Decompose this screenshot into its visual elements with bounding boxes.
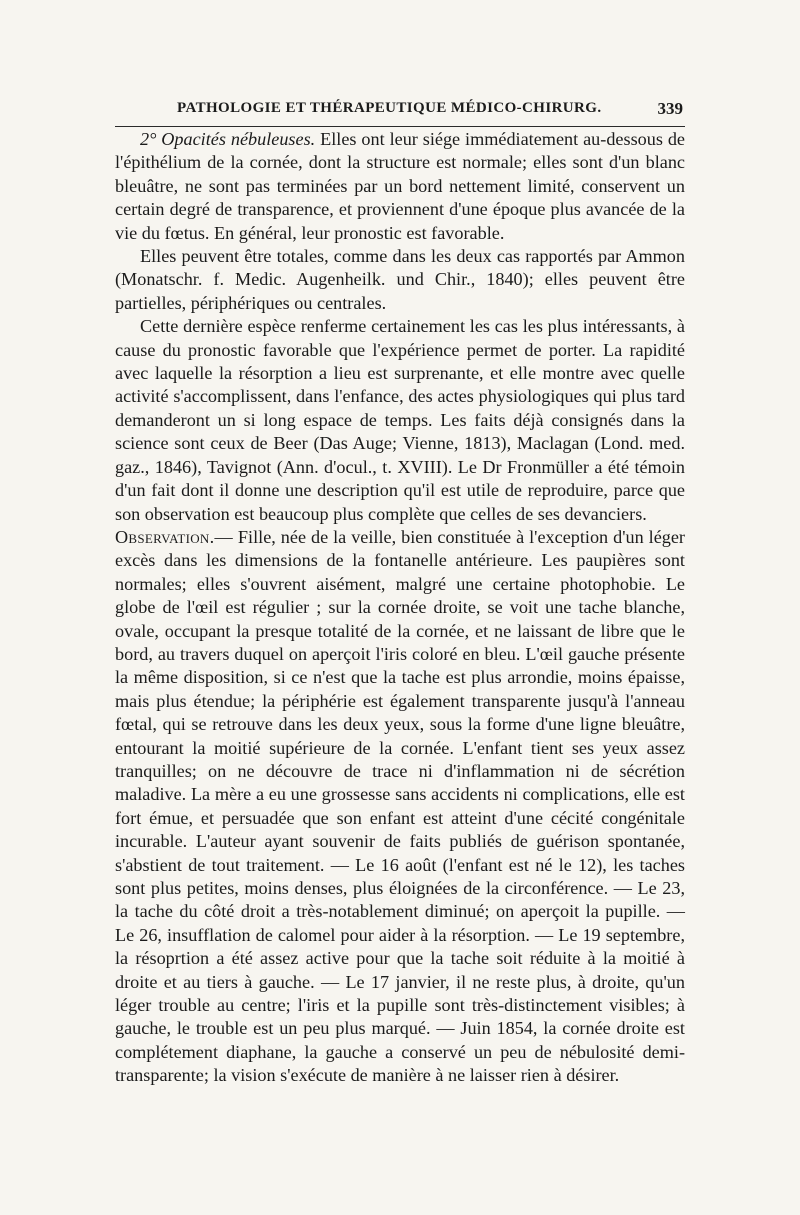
page-number: 339 [657,99,683,118]
paragraph-totales [115,245,685,315]
paragraph-opacites-nebuleuses [115,128,685,245]
page-header [115,98,685,127]
running-head: PATHOLOGIE ET THÉRAPEUTIQUE MÉDICO-CHIRURG. [177,100,602,116]
body-text [115,128,685,1088]
paragraph-text: Fille, née de la veille, bien constituée à l'exception d'un léger excès dans les dimensions de la fontanelle antérieure. Les paupières sont normales; elles s'ouvrent aisément, malgré une certaine photophobie. Le globe de l'œil est régulier ; sur la cornée droite, se voit une tache blanche, ovale, occupant la presque totalité de la cornée, et ne laissant de libre que le bord, au travers duquel on aperçoit l'iris coloré en bleu. L'œil gauche présente la même disposition, si ce n'est que la tache est plus arrondie, moins épaisse, mais plus étendue; la périphérie est également transparente jusqu'à l'anneau fœtal, qui se retrouve dans les deux yeux, sous la forme d'une ligne bleuâtre, entourant la moitié supérieure de la cornée. L'enfant tient ses yeux assez tranquilles; on ne découvre de trace ni d'inflammation ni de sécrétion maladive. La mère a eu une grossesse sans accidents ni complications, elle est fort émue, et persuadée que son enfant est atteint d'une cécité congénitale incurable. L'auteur ayant souvenir de faits publiés de guérison spontanée, s'abstient de tout traitement. — Le 16 août (l'enfant est né le 12), les taches sont plus petites, moins denses, plus éloignées de la circonférence. — Le 23, la tache du côté droit a très-notablement diminué; on aperçoit la pupille. — Le 26, insufflation de calomel pour aider à la résorption. — Le 19 septembre, la résoprtion a été assez active pour que la tache soit réduite à la moitié à droite et au tiers à gauche. — Le 17 janvier, il ne reste plus, à droite, qu'un léger trouble au centre; l'iris et la pupille sont très-distinctement visibles; à gauche, le trouble est un peu plus marqué. — Juin 1854, la cornée droite est complétement diaphane, la gauche a conservé un peu de nébulosité demi-transparente; la vision s'exécute de manière à ne laisser rien à désirer. [115,526,685,1086]
paragraph-observation [115,526,685,1088]
paragraph-centrales [115,315,685,526]
paragraph-text: Elles peuvent être totales, comme dans les deux cas rapportés par Ammon (Monatschr. f. Medic. Augenheilk. und Chir., 1840); elles peuvent être partielles, périphériques ou centrales. [115,246,685,313]
paragraph-lead: Observation.— [115,526,233,547]
paragraph-text: Cette dernière espèce renferme certainement les cas les plus intéressants, à cause du pronostic favorable que l'expérience permet de porter. La rapidité avec laquelle la résorption a lieu est surprenante, et elle montre avec quelle activité s'accomplissent, dans l'enfance, des actes physiologiques qui plus tard demanderont un si long espace de temps. Les faits déjà consignés dans la science sont ceux de Beer (Das Auge; Vienne, 1813), Maclagan (Lond. med. gaz., 1846), Tavignot (Ann. d'ocul., t. XVIII). Le Dr Fronmüller a été témoin d'un fait dont il donne une description qu'il est utile de reproduire, parce que son observation est beaucoup plus complète que celles de ses devanciers. [115,316,685,524]
paragraph-lead: 2° Opacités nébuleuses. [140,129,316,149]
paragraph-text: Elles ont leur siége immédiatement au-dessous de l'épithélium de la cornée, dont la structure est normale; elles sont d'un blanc bleuâtre, ne sont pas terminées par un bord nettement limité, conservent un certain degré de transparence, et proviennent d'une époque plus avancée de la vie du fœtus. En général, leur pronostic est favorable. [115,129,685,243]
